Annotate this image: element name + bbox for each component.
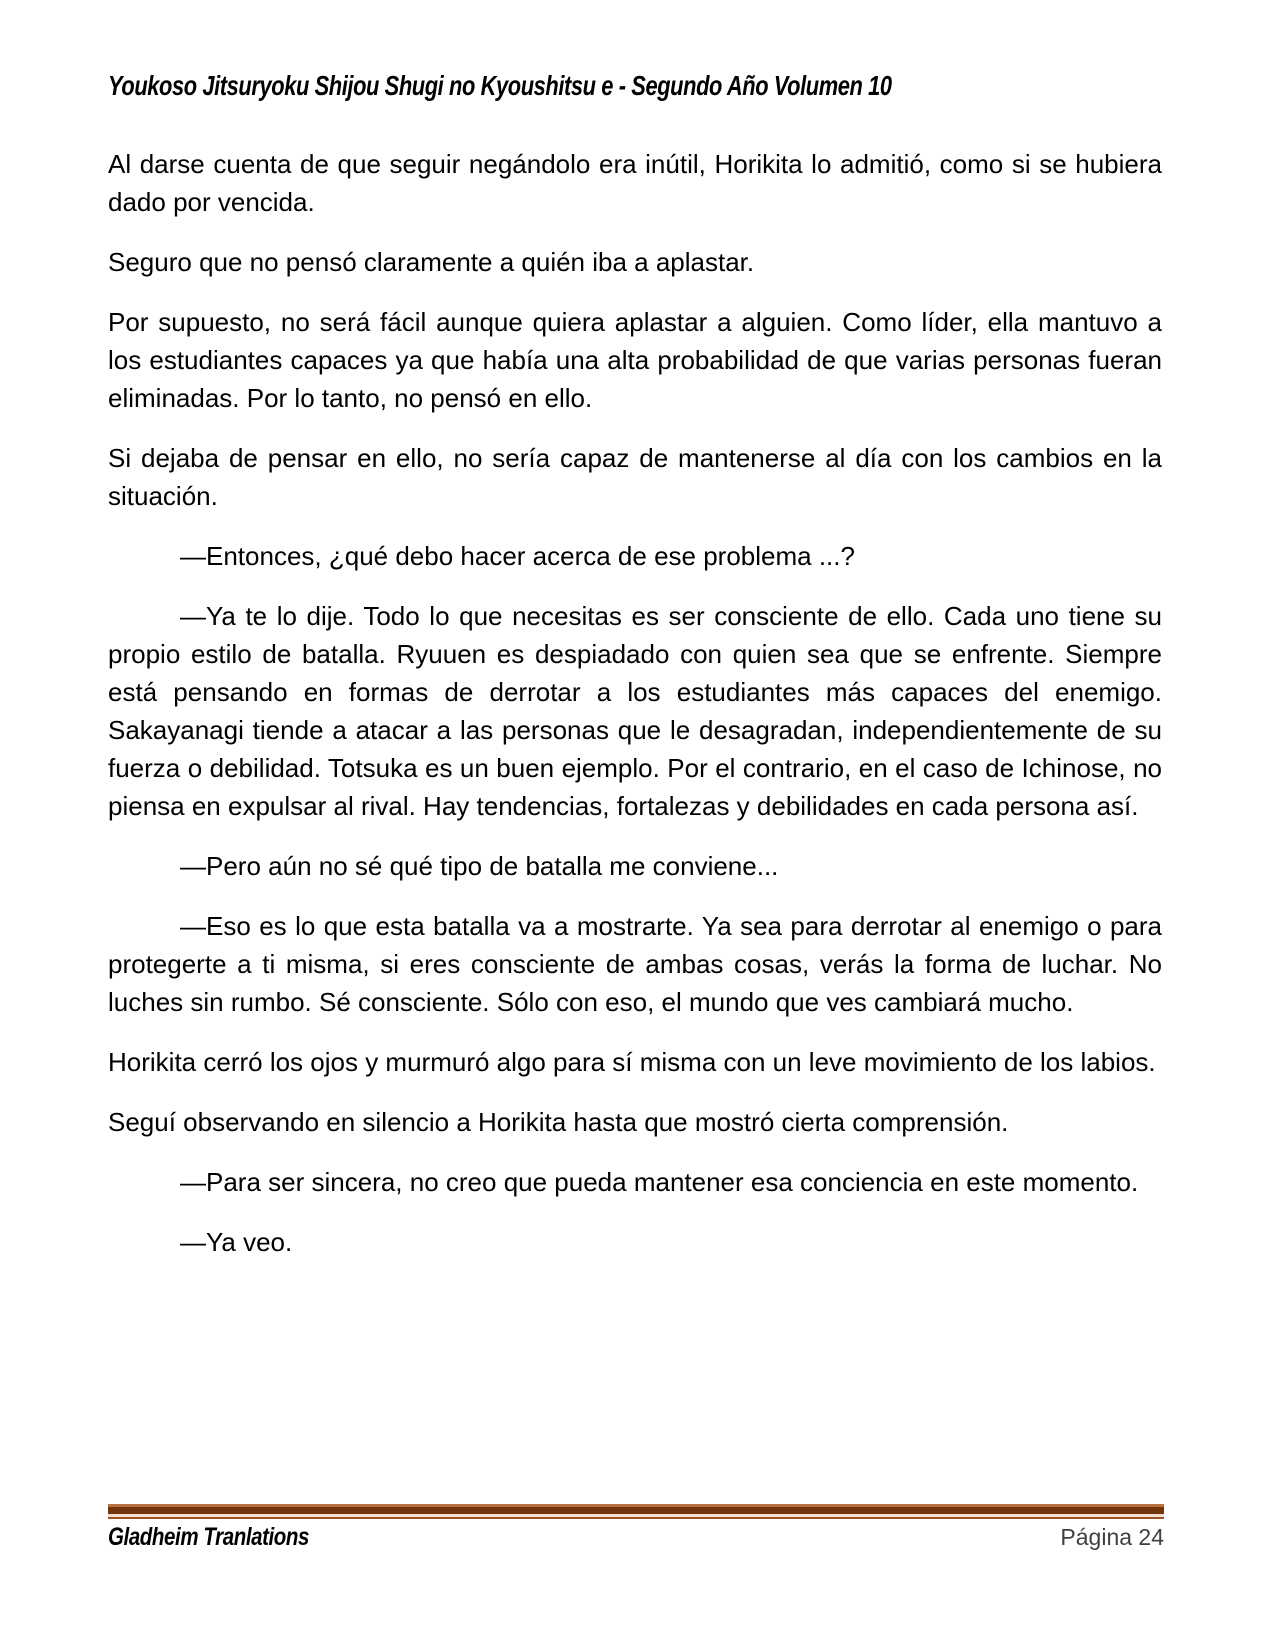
page-header bbox=[108, 70, 1164, 102]
paragraph-dialogue: —Ya te lo dije. Todo lo que necesitas es ser consciente de ello. Cada uno tiene su propio estilo de batalla. Ryuuen es despiadado con quien sea que se enfrente. Siempre está pensando en formas de derrotar a los estudiantes más capaces del enemigo. Sakayanagi tiende a atacar a las personas que le desagradan, independientemente de su fuerza o debilidad. Totsuka es un buen ejemplo. Por el contrario, en el caso de Ichinose, no piensa en expulsar al rival. Hay tendencias, fortalezas y debilidades en cada persona así. bbox=[108, 601, 1162, 821]
paragraph-dialogue: —Entonces, ¿qué debo hacer acerca de ese problema ...? bbox=[180, 541, 855, 571]
paragraph-narration: Si dejaba de pensar en ello, no sería capaz de mantenerse al día con los cambios en la situación. bbox=[108, 443, 1162, 511]
page-footer bbox=[108, 1504, 1164, 1552]
footer-divider-rule bbox=[108, 1504, 1164, 1519]
footer-rule-thick-line bbox=[108, 1507, 1164, 1514]
paragraph-narration: Horikita cerró los ojos y murmuró algo para sí misma con un leve movimiento de los labios. bbox=[108, 1047, 1156, 1077]
paragraph-narration: Al darse cuenta de que seguir negándolo era inútil, Horikita lo admitió, como si se hubiera dado por vencida. bbox=[108, 149, 1162, 217]
footer-page-number: Página 24 bbox=[1060, 1524, 1164, 1550]
header-title: Youkoso Jitsuryoku Shijou Shugi no Kyoushitsu e - Segundo Año Volumen 10 bbox=[108, 70, 892, 101]
paragraph-dialogue: —Para ser sincera, no creo que pueda mantener esa conciencia en este momento. bbox=[180, 1167, 1139, 1197]
page-body bbox=[108, 145, 1162, 1283]
paragraph-dialogue: —Ya veo. bbox=[180, 1227, 293, 1257]
footer-translator-name: Gladheim Tranlations bbox=[108, 1523, 310, 1551]
footer-rule-thin-line bbox=[108, 1517, 1164, 1519]
paragraph-dialogue: —Eso es lo que esta batalla va a mostrarte. Ya sea para derrotar al enemigo o para protegerte a ti misma, si eres consciente de ambas cosas, verás la forma de luchar. No luches sin rumbo. Sé consciente. Sólo con eso, el mundo que ves cambiará mucho. bbox=[108, 911, 1162, 1017]
paragraph-narration: Seguro que no pensó claramente a quién iba a aplastar. bbox=[108, 247, 755, 277]
paragraph-narration: Por supuesto, no será fácil aunque quiera aplastar a alguien. Como líder, ella mantuvo a los estudiantes capaces ya que había una alta probabilidad de que varias personas fueran eliminadas. Por lo tanto, no pensó en ello. bbox=[108, 307, 1162, 413]
paragraph-dialogue: —Pero aún no sé qué tipo de batalla me conviene... bbox=[180, 851, 779, 881]
footer-row bbox=[108, 1523, 1164, 1552]
paragraph-narration: Seguí observando en silencio a Horikita hasta que mostró cierta comprensión. bbox=[108, 1107, 1009, 1137]
